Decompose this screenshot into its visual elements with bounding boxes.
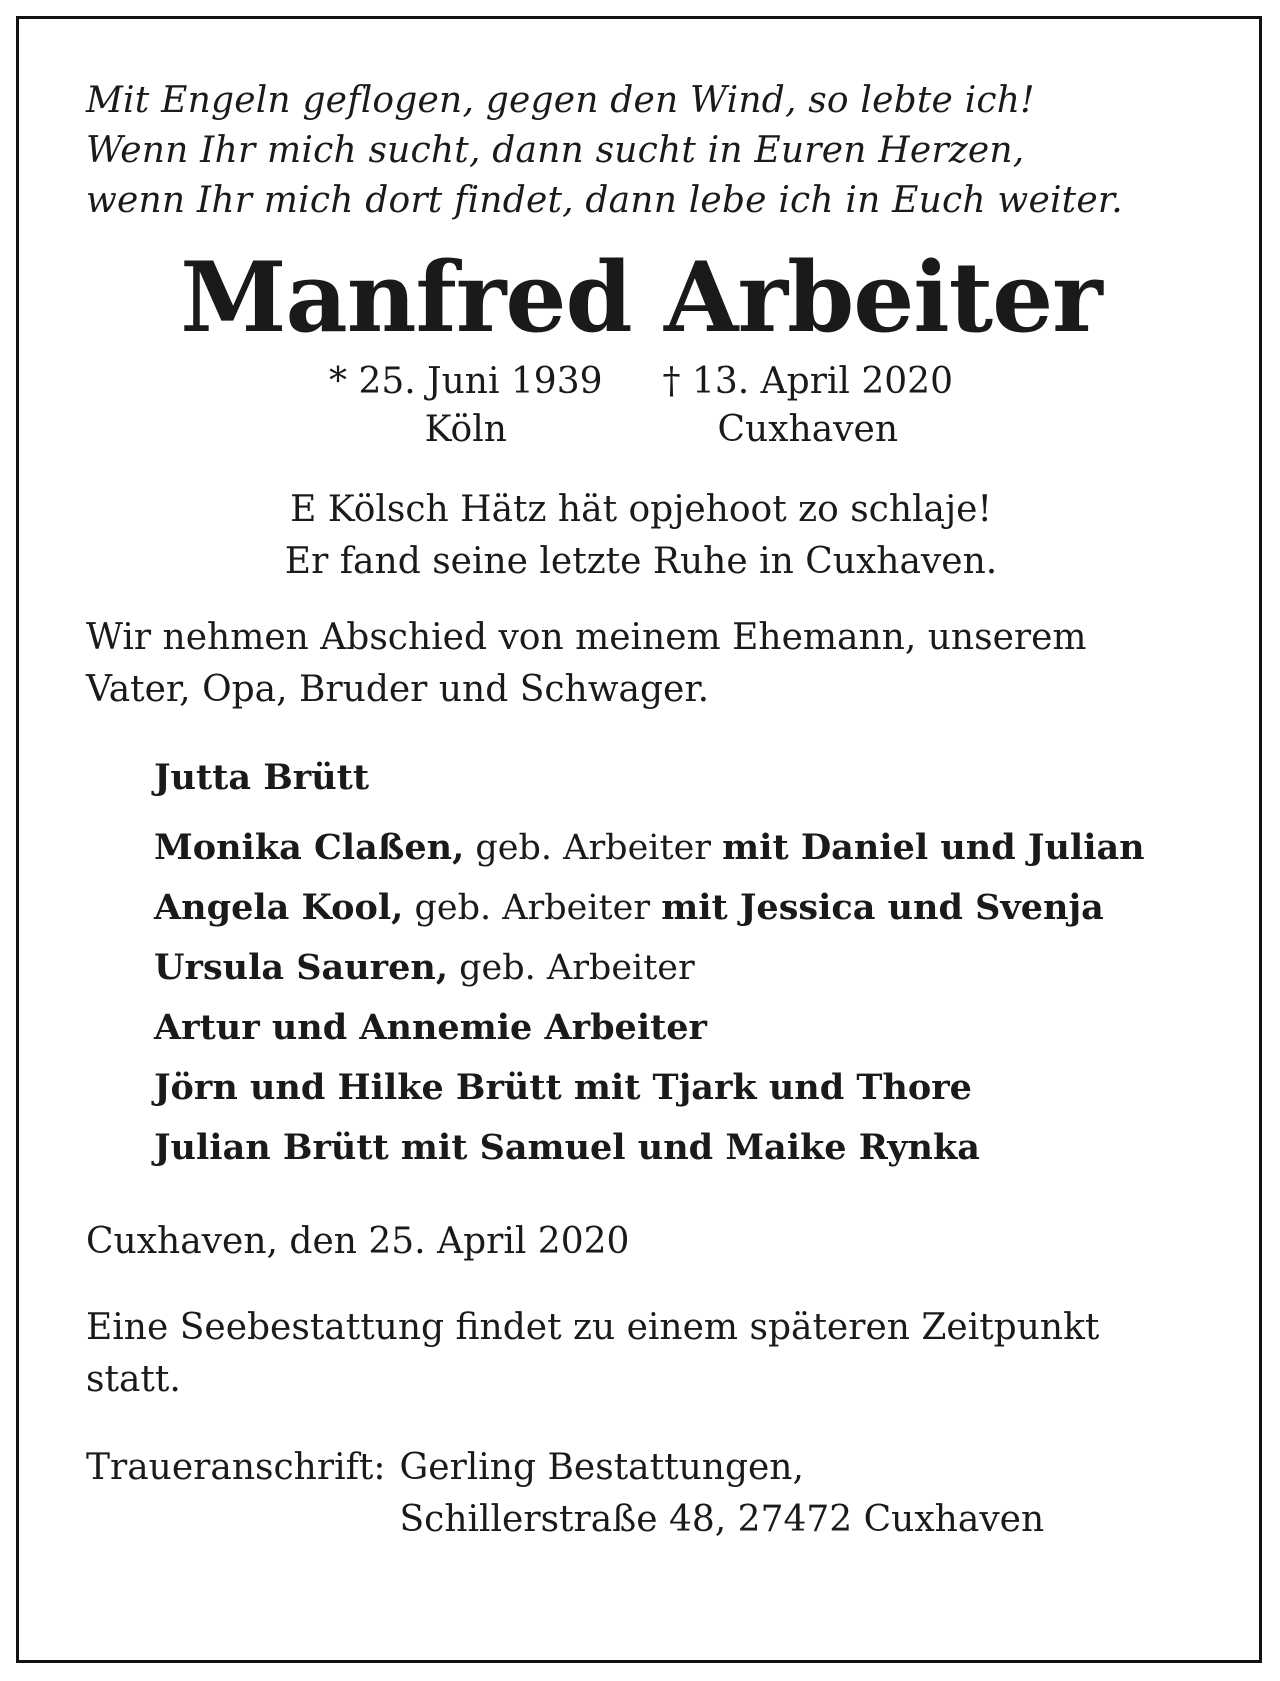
mourning-address [86,1442,1196,1546]
address-line: Schillerstraße 48, 27472 Cuxhaven [399,1499,1045,1540]
mourner-name: Ursula Sauren, [154,947,449,988]
birth-place: Köln [424,409,507,450]
mourner-maiden: geb. Arbeiter [448,948,695,988]
poem-line: Wenn Ihr mich sucht, dann sucht in Euren Herzen, [86,130,1025,171]
mourner [154,748,1196,808]
mourner-name: Jutta Brütt [154,757,370,798]
mourner-maiden: geb. Arbeiter [464,828,723,868]
mourner-family: mit Daniel und Julian [722,827,1145,868]
mourner [154,818,1196,878]
quote-line: Er fand seine letzte Ruhe in Cuxhaven. [284,541,998,582]
birth-date: * 25. Juni 1939 [329,361,603,402]
mourner-name: Julian Brütt mit Samuel und Maike Rynka [154,1127,980,1168]
quote-line: E Kölsch Hätz hät opjehoot zo schlaje! [290,489,992,530]
life-dates [86,358,1196,454]
address-lines [400,1442,1045,1546]
poem [86,76,1196,226]
mourners-list [154,748,1196,1178]
mourner-name: Monika Claßen, [154,827,465,868]
mourner [154,878,1196,938]
mourner-family: mit Jessica und Svenja [661,887,1104,928]
birth-info [329,358,603,454]
mourner-name: Angela Kool, [154,887,404,928]
place-and-date: Cuxhaven, den 25. April 2020 [86,1221,630,1262]
death-place: Cuxhaven [717,409,899,450]
poem-line: Mit Engeln geflogen, gegen den Wind, so lebte ich! [86,80,1035,121]
mourner-name: Artur und Annemie Arbeiter [154,1007,707,1048]
death-date: † 13. April 2020 [662,361,953,402]
farewell-text: Wir nehmen Abschied von meinem Ehemann, unserem Vater, Opa, Bruder und Schwager. [86,617,1087,710]
obituary-notice [86,76,1196,1546]
mourner [154,1058,1196,1118]
mourner [154,938,1196,998]
quote [86,484,1196,588]
poem-line: wenn Ihr mich dort findet, dann lebe ich in Euch weiter. [86,180,1123,221]
burial-note: Eine Seebestattung findet zu einem späteren Zeitpunkt statt. [86,1307,1100,1400]
address-line: Gerling Bestattungen, [399,1447,804,1488]
death-info [663,358,953,454]
mourner [154,1118,1196,1178]
mourner-name: Jörn und Hilke Brütt mit Tjark und Thore [154,1067,972,1108]
mourner-maiden: geb. Arbeiter [403,888,662,928]
mourner [154,998,1196,1058]
address-label: Traueranschrift: [86,1447,386,1488]
deceased-name: Manfred Arbeiter [180,241,1102,354]
